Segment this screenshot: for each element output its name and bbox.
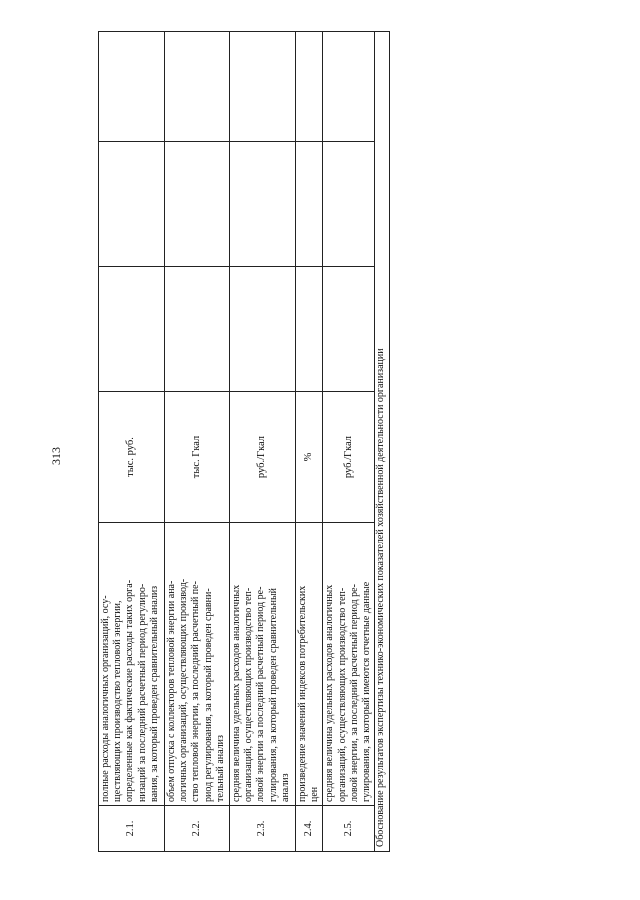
empty-cell [99, 32, 165, 142]
empty-cell [230, 142, 296, 267]
empty-cell [296, 142, 323, 267]
empty-cell [165, 32, 230, 142]
row-description: полные расходы аналогичных организаций, осу- ществляющих производство тепловой энергии, определенные как фактические расходы таких орга- низаций за последний расчетный период регулиро- вания, за который проведен сравнительный анализ [99, 523, 165, 806]
empty-cell [165, 267, 230, 392]
row-number: 2.5. [323, 806, 375, 852]
row-number: 2.3. [230, 806, 296, 852]
row-description: произведение значений индексов потребительских цен [296, 523, 323, 806]
empty-cell [99, 267, 165, 392]
row-unit: руб./Гкал [323, 392, 375, 523]
table-row [99, 32, 165, 852]
row-description: объем отпуска с коллекторов тепловой энергии ана- логичных организаций, осуществляющих производ- ство тепловой энергии, за последний расчетный пе- риод регулирования, за который проведен сравни- тельный анализ [165, 523, 230, 806]
row-unit: руб./Гкал [230, 392, 296, 523]
section-footer-text: Обоснование результатов экспертизы технико-экономических показателей хозяйственной деятельности организации [375, 32, 390, 852]
empty-cell [323, 142, 375, 267]
row-number: 2.4. [296, 806, 323, 852]
empty-cell [230, 32, 296, 142]
empty-cell [230, 267, 296, 392]
table-container [98, 32, 394, 852]
page-number: 313 [49, 447, 63, 465]
empty-cell [323, 267, 375, 392]
row-description: средняя величина удельных расходов аналогичных организаций, осуществляющих производство теп- ловой энергии, за последний расчетный период ре- гулирования, за который имеются отчетные данные [323, 523, 375, 806]
table-row [296, 32, 323, 852]
empty-cell [165, 142, 230, 267]
row-number: 2.2. [165, 806, 230, 852]
row-unit: тыс. руб. [99, 392, 165, 523]
empty-cell [323, 32, 375, 142]
table-row [323, 32, 375, 852]
row-unit: тыс. Гкал [165, 392, 230, 523]
row-description: средняя величина удельных расходов аналогичных организаций, осуществляющих производство теп- ловой энергии за последний расчетный период ре- гулирования, за который проведен сравнительный анализ [230, 523, 296, 806]
table-row [230, 32, 296, 852]
table-row [165, 32, 230, 852]
empty-cell [296, 267, 323, 392]
expertise-table [98, 31, 390, 852]
row-number: 2.1. [99, 806, 165, 852]
row-unit: % [296, 392, 323, 523]
empty-cell [296, 32, 323, 142]
table-footer-row [375, 32, 390, 852]
empty-cell [99, 142, 165, 267]
